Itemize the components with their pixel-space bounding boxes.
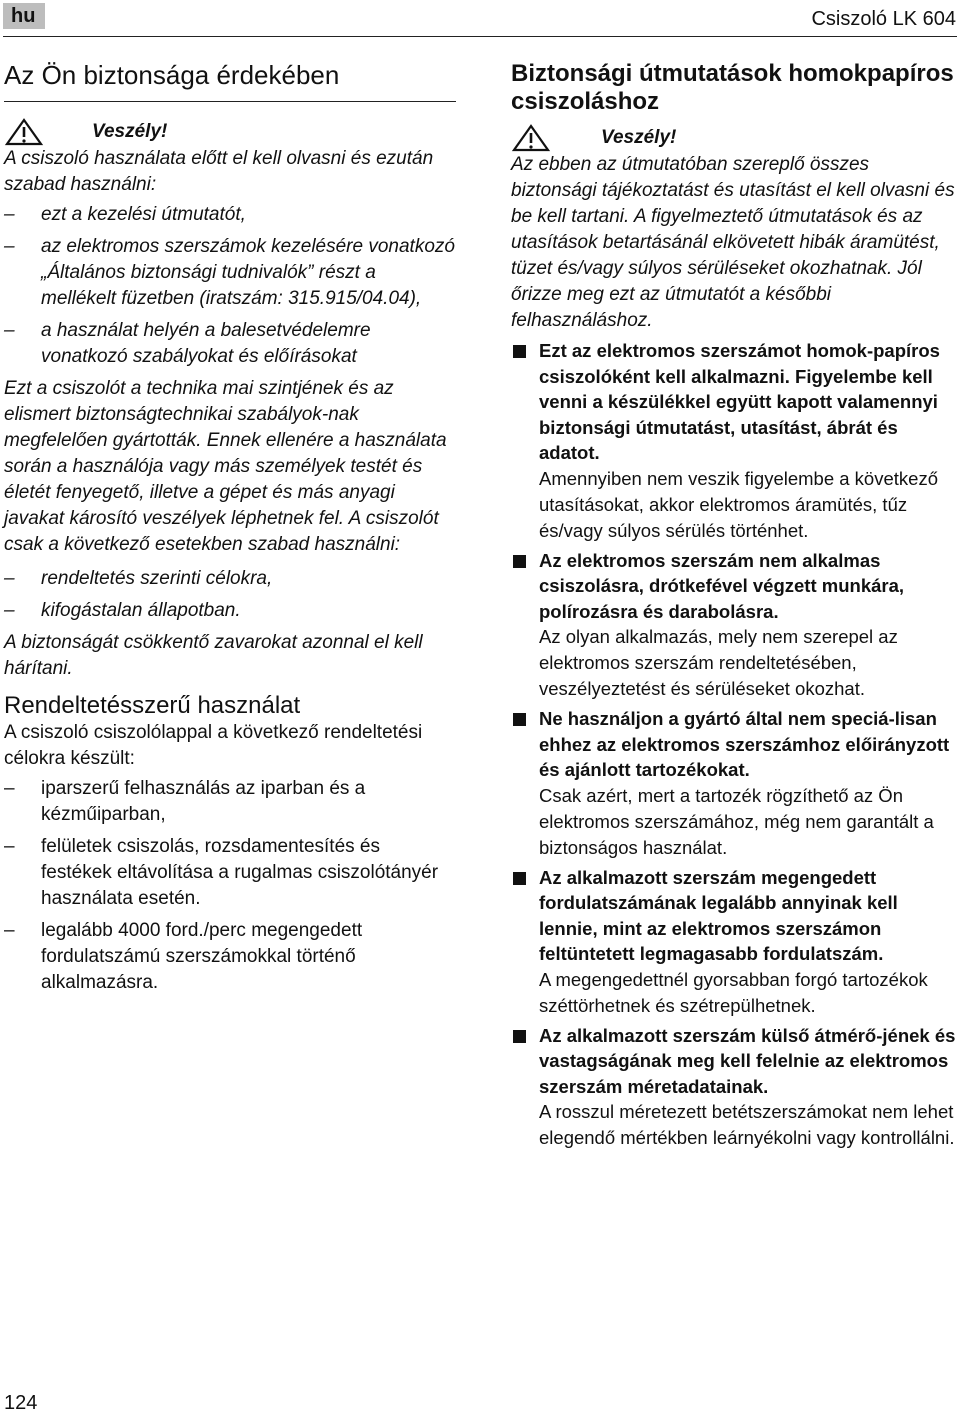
list-item: – felületek csiszolás, rozsdamentesítés és festékek eltávolítása a rugalmas csiszolótányér használata esetén. xyxy=(4,834,456,912)
warning-label: Veszély! xyxy=(92,121,168,142)
language-tab: hu xyxy=(3,3,45,29)
safety-item-heading: Az alkalmazott szerszám megengedett fordulatszámának legalább annyinak kell lennie, mint az elektromos szerszámon feltüntetett legmagasabb fordulatszám. xyxy=(539,866,898,964)
square-bullet-icon xyxy=(513,872,526,885)
document-title: Csiszoló LK 604 xyxy=(811,8,956,30)
list-item: – ezt a kezelési útmutatót, xyxy=(4,202,456,228)
read-list xyxy=(4,202,456,370)
square-bullet-icon xyxy=(513,345,526,358)
right-section-title: Biztonsági útmutatások homokpapíros csiszoláshoz xyxy=(511,60,954,115)
page-number: 124 xyxy=(4,1392,38,1414)
safety-item xyxy=(511,1023,957,1152)
square-bullet-icon xyxy=(513,713,526,726)
warning-text: Az ebben az útmutatóban szereplő összes biztonsági tájékoztatást és utasítást el kell olvasni és be kell tartani. A figyelmeztető útmutatások és az utasítások betartásánál elkövetett hibák áramütést, tüzet és/vagy súlyos sérüléseket okozhatnak. Jól őrizze meg ezt az útmutatót a későbbi felhasználáshoz. xyxy=(511,154,955,331)
right-column xyxy=(511,60,957,1155)
warning-block xyxy=(4,118,456,146)
safety-item xyxy=(511,865,957,1019)
square-bullet-icon xyxy=(513,1030,526,1043)
section-intro: A csiszoló csiszolólappal a következő rendeltetési célokra készült: xyxy=(4,722,423,769)
safety-item-body: Csak azért, mert a tartozék rögzíthető az Ön elektromos szerszámához, még nem garantált a biztonságos használat. xyxy=(539,784,934,858)
safety-item-heading: Az elektromos szerszám nem alkalmas csiszolásra, drótkefével végzett munkára, polírozásra és darabolásra. xyxy=(539,549,905,622)
left-column xyxy=(4,60,456,1002)
safety-item xyxy=(511,706,957,861)
safety-item-body: Amennyiben nem veszik figyelembe a következő utasításokat, akkor elektromos áramütés, tűz és/vagy súlyos sérülés történhet. xyxy=(539,467,938,541)
warning-triangle-icon xyxy=(4,118,44,146)
page-title: Az Ön biztonsága érdekében xyxy=(4,60,456,102)
list-item: – legalább 4000 ford./perc megengedett fordulatszámú szerszámokkal történő alkalmazásra. xyxy=(4,918,456,996)
list-item: – rendeltetés szerinti célokra, xyxy=(4,566,456,592)
list-item: – iparszerű felhasználás az iparban és a kézműiparban, xyxy=(4,776,456,828)
safety-item-body: A megengedettnél gyorsabban forgó tartozékok széttörhetnek és szétrepülhetnek. xyxy=(539,968,928,1016)
warning-block xyxy=(511,124,957,152)
list-item: – a használat helyén a balesetvédelemre vonatkozó szabályokat és előírásokat xyxy=(4,318,456,370)
safety-item xyxy=(511,548,957,703)
paragraph: A biztonságát csökkentő zavarokat azonnal el kell hárítani. xyxy=(4,632,423,679)
intro-text: A csiszoló használata előtt el kell olvasni és ezután szabad használni: xyxy=(4,148,434,195)
conditions-list xyxy=(4,566,456,624)
safety-item-heading: Az alkalmazott szerszám külső átmérő-jének és vastagságának meg kell felelnie az elektromos szerszám méretadatainak. xyxy=(539,1024,956,1097)
warning-triangle-icon xyxy=(511,124,551,152)
paragraph: Ezt a csiszolót a technika mai szintjének és az elismert biztonságtechnikai szabályok-nak megfelelően gyártották. Ennek ellenére a használata során a használója vagy más személyek testét és életét fenyegető, illetve a gépet és más anyagi javakat károsító veszélyek léphetnek fel. A csiszolót csak a következő esetekben szabad használni: xyxy=(4,378,447,555)
list-item: – az elektromos szerszámok kezelésére vonatkozó „Általános biztonsági tudnivalók” részt a mellékelt füzetben (iratszám: 315.915/04.04), xyxy=(4,234,456,312)
safety-items xyxy=(511,338,957,1151)
header-rule xyxy=(3,36,957,37)
section-title: Rendeltetésszerű használat xyxy=(4,692,301,719)
square-bullet-icon xyxy=(513,555,526,568)
safety-item xyxy=(511,338,957,544)
usage-list xyxy=(4,776,456,996)
safety-item-heading: Ezt az elektromos szerszámot homok-papíros csiszolóként kell alkalmazni. Figyelembe kell venni a készülékkel együtt kapott valamennyi biztonsági útmutatást, utasítást, ábrát és adatot. xyxy=(539,340,940,463)
safety-item-heading: Ne használjon a gyártó által nem speciá-lisan ehhez az elektromos szerszámhoz előirányzott és ajánlott tartozékokat. xyxy=(539,708,950,780)
list-item: – kifogástalan állapotban. xyxy=(4,598,456,624)
safety-item-body: A rosszul méretezett betétszerszámokat nem lehet elegendő mértékben leárnyékolni vagy kontrollálni. xyxy=(539,1101,955,1148)
warning-label: Veszély! xyxy=(601,127,677,148)
safety-item-body: Az olyan alkalmazás, mely nem szerepel az elektromos szerszám rendeltetésében, veszélyeztetést és sérüléseket okozhat. xyxy=(539,626,898,699)
